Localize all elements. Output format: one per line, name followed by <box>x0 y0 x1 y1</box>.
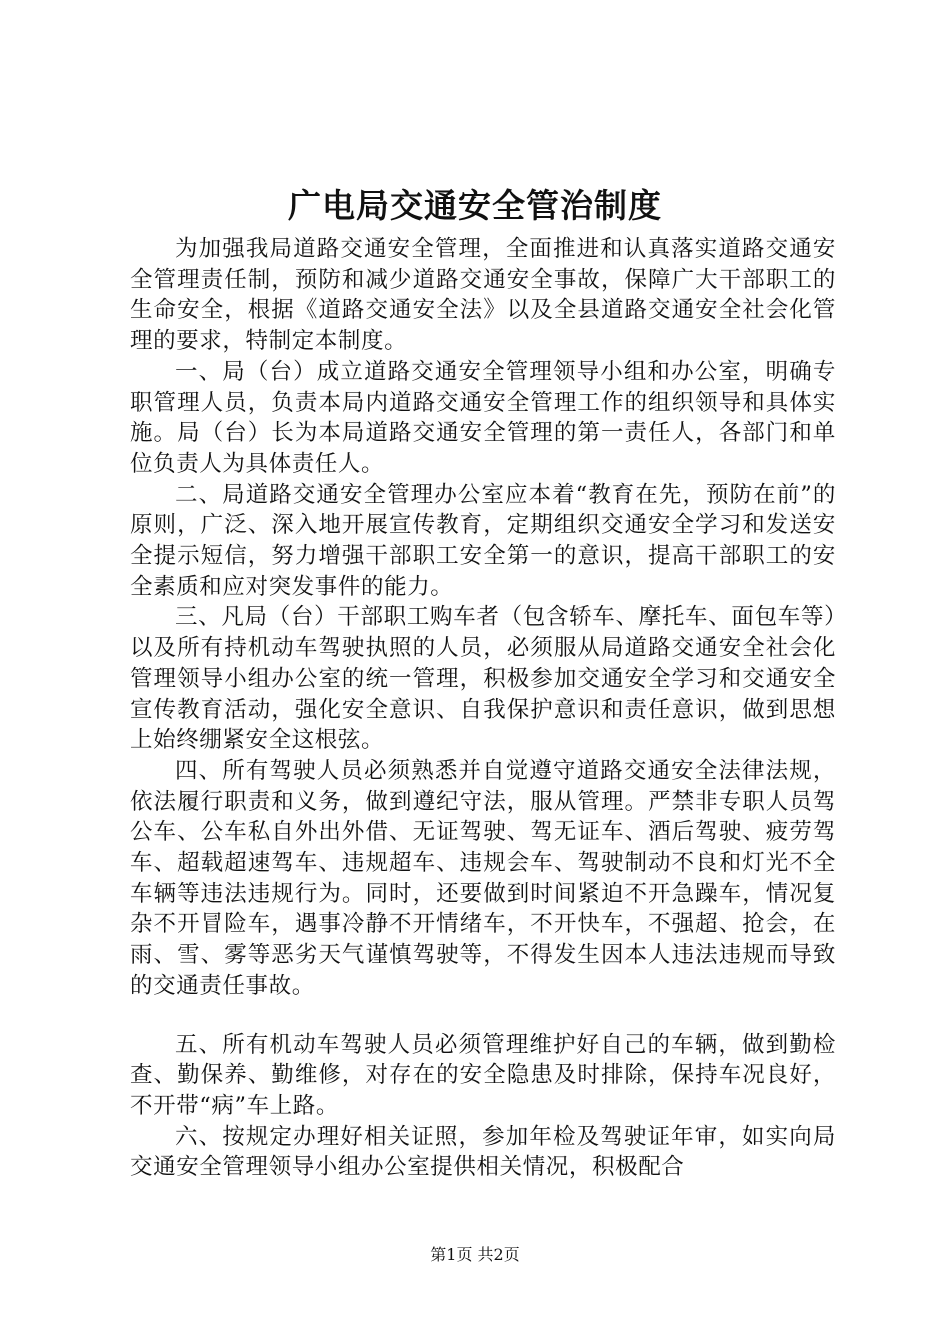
clause-3-paragraph: 三、凡局（台）干部职工购车者（包含轿车、摩托车、面包车等）以及所有持机动车驾驶执照的人员，必须服从局道路交通安全社会化管理领导小组办公室的统一管理，积极参加交通安全学习和交通安全宣传教育活动，强化安全意识、自我保护意识和责任意识，做到思想上始终绷紧安全这根弦。 <box>130 604 836 754</box>
clause-1-paragraph: 一、局（台）成立道路交通安全管理领导小组和办公室，明确专职管理人员，负责本局内道路交通安全管理工作的组织领导和具体实施。局（台）长为本局道路交通安全管理的第一责任人，各部门和单位负责人为具体责任人。 <box>130 358 836 477</box>
intro-paragraph: 为加强我局道路交通安全管理，全面推进和认真落实道路交通安全管理责任制，预防和减少道路交通安全事故，保障广大干部职工的生命安全，根据《道路交通安全法》以及全县道路交通安全社会化管理的要求，特制定本制度。 <box>130 236 836 355</box>
clause-6-paragraph: 六、按规定办理好相关证照，参加年检及驾驶证年审，如实向局交通安全管理领导小组办公室提供相关情况，积极配合 <box>130 1123 836 1181</box>
document-body <box>130 234 836 1183</box>
clause-5-paragraph: 五、所有机动车驾驶人员必须管理维护好自己的车辆，做到勤检查、勤保养、勤维修，对存在的安全隐患及时排除，保持车况良好，不开带“病”车上路。 <box>130 1031 836 1119</box>
page-footer: 第1页 共2页 <box>430 1245 520 1264</box>
clause-2-paragraph: 二、局道路交通安全管理办公室应本着“教育在先，预防在前”的原则，广泛、深入地开展宣传教育，定期组织交通安全学习和发送安全提示短信，努力增强干部职工安全第一的意识，提高干部职工的安全素质和应对突发事件的能力。 <box>130 481 836 600</box>
document-title: 广电局交通安全管治制度 <box>288 186 662 225</box>
clause-4-paragraph: 四、所有驾驶人员必须熟悉并自觉遵守道路交通安全法律法规，依法履行职责和义务，做到遵纪守法，服从管理。严禁非专职人员驾公车、公车私自外出外借、无证驾驶、驾无证车、酒后驾驶、疲劳驾车、超载超速驾车、违规超车、违规会车、驾驶制动不良和灯光不全车辆等违法违规行为。同时，还要做到时间紧迫不开急躁车，情况复杂不开冒险车，遇事冷静不开情绪车，不开快车，不强超、抢会，在雨、雪、雾等恶劣天气谨慎驾驶等，不得发生因本人违法违规而导致的交通责任事故。 <box>130 757 836 999</box>
